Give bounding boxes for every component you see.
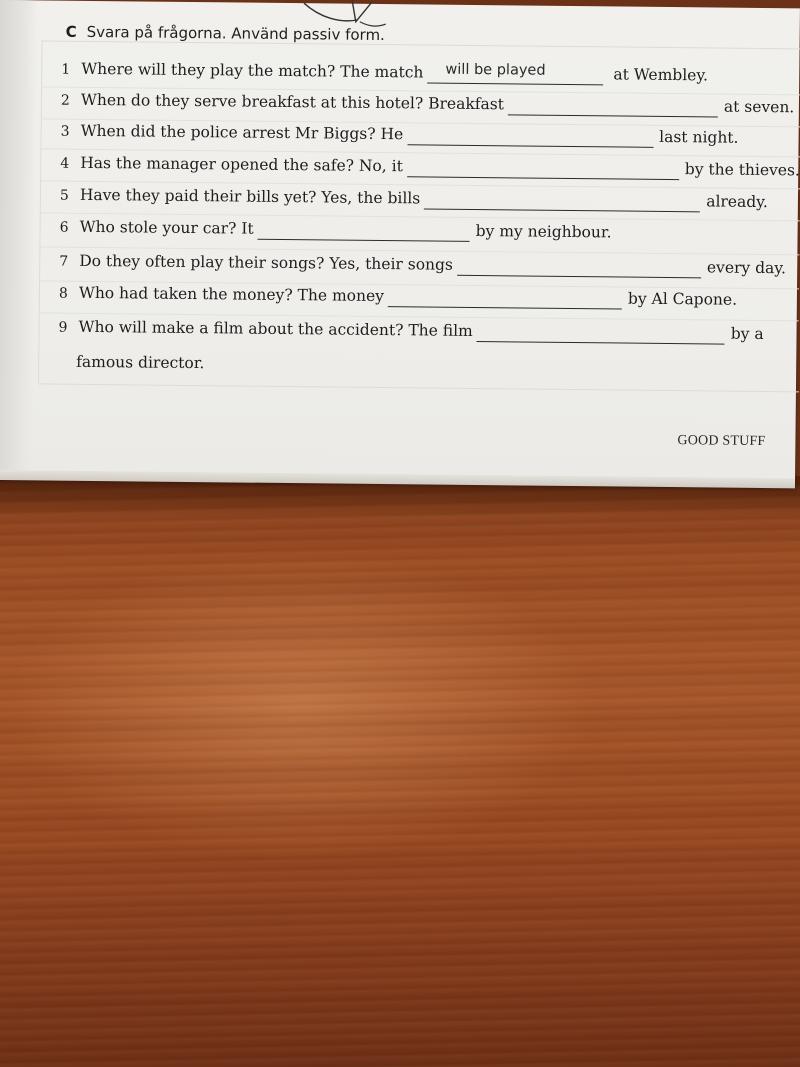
question-text: Where will they play the match? The match (81, 59, 424, 82)
answer-blank[interactable] (424, 191, 700, 212)
answer-blank[interactable] (258, 222, 470, 242)
exercise-heading (66, 23, 385, 44)
question-ending: last night. (659, 127, 739, 147)
question-text: When did the police arrest Mr Biggs? He (80, 121, 404, 144)
question-number: 8 (58, 285, 68, 302)
answer-blank[interactable] (477, 324, 725, 345)
question-text: Who will make a film about the accident? The film (78, 317, 473, 340)
question-9-continuation: famous director. (76, 352, 205, 373)
question-number: 1 (61, 61, 71, 78)
answer-blank[interactable] (407, 159, 679, 180)
question-number: 6 (59, 219, 69, 236)
question-number: 3 (60, 123, 70, 140)
question-text: Have they paid their bills yet? Yes, the bills (79, 185, 421, 208)
question-ending: at seven. (723, 97, 795, 117)
question-number: 4 (60, 155, 70, 172)
book-footer: GOOD STUFF (677, 433, 766, 450)
answer-blank[interactable] (508, 97, 718, 117)
answer-blank[interactable] (457, 258, 701, 279)
question-number: 9 (58, 319, 68, 336)
question-ending: by the thieves. (684, 160, 800, 180)
question-ending: at Wembley. (613, 65, 709, 85)
question-number: 5 (59, 187, 69, 204)
question-ending: every day. (706, 258, 787, 278)
question-ending: by a (730, 324, 764, 344)
question-ending: by Al Capone. (627, 289, 738, 309)
question-text: When do they serve breakfast at this hotel? Breakfast (80, 90, 505, 114)
handwritten-answer: will be played (445, 61, 546, 79)
page-gutter (0, 0, 38, 470)
question-text: Has the manager opened the safe? No, it (80, 153, 403, 176)
answer-blank[interactable] (388, 289, 622, 309)
question-number: 2 (60, 92, 70, 109)
question-text: Who had taken the money? The money (78, 283, 385, 306)
question-ending: already. (706, 192, 768, 212)
answer-blank[interactable] (427, 61, 603, 85)
worksheet-page (0, 0, 800, 486)
question-text: Who stole your car? It (79, 217, 254, 238)
exercise-letter: C (65, 22, 77, 41)
question-number: 7 (59, 253, 69, 270)
question-ending: by my neighbour. (475, 221, 612, 242)
question-text: Do they often play their songs? Yes, their songs (79, 251, 454, 274)
wooden-table (0, 476, 800, 1067)
exercise-instruction: Svara på frågorna. Använd passiv form. (86, 22, 385, 45)
answer-blank[interactable] (407, 127, 653, 148)
